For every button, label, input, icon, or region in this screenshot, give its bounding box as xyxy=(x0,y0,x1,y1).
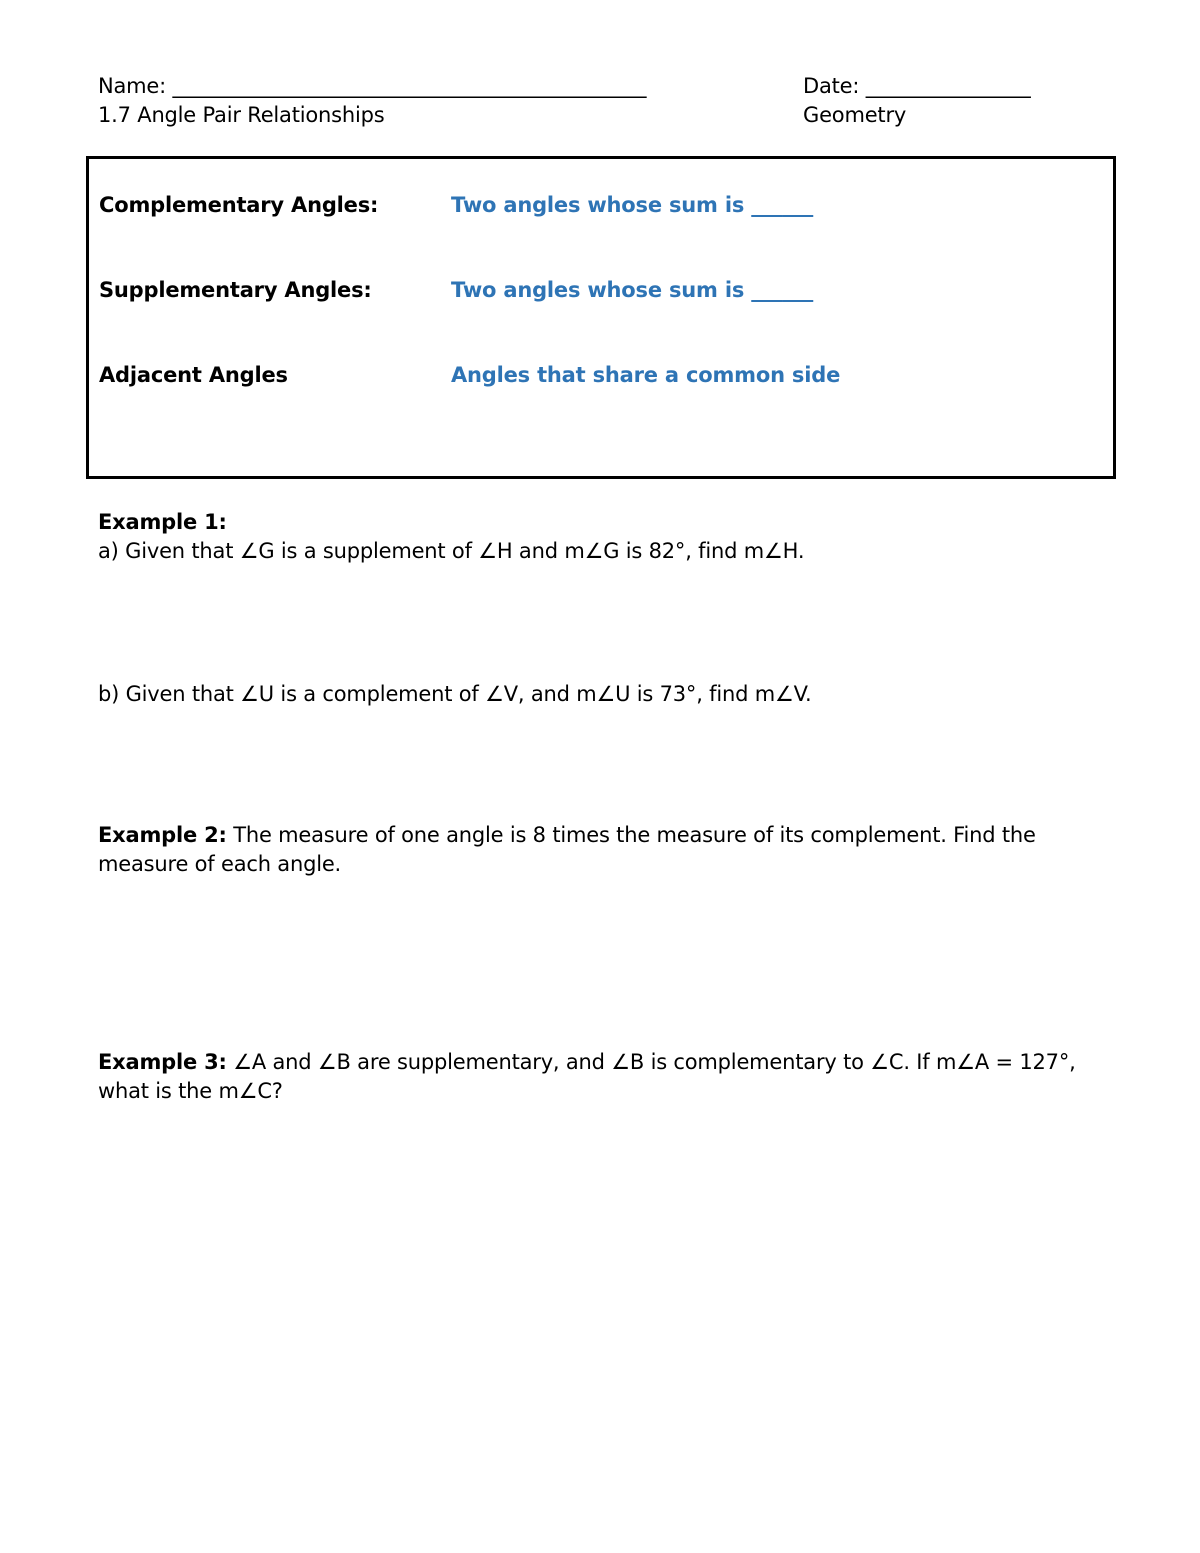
subject-label: Geometry xyxy=(803,103,907,127)
example3-paragraph xyxy=(98,1048,1098,1106)
date-label-text: Date: xyxy=(803,74,860,98)
name-blank[interactable]: ______________________________________________ xyxy=(172,74,647,98)
example3-heading: Example 3: xyxy=(98,1050,227,1074)
example2-paragraph xyxy=(98,821,1098,879)
term-adjacent: Adjacent Angles xyxy=(99,363,288,387)
term-supplementary: Supplementary Angles: xyxy=(99,278,372,302)
date-blank[interactable]: ________________ xyxy=(865,74,1031,98)
example2-text: The measure of one angle is 8 times the measure of its complement. Find the measure of each angle. xyxy=(98,823,1036,876)
example2-heading: Example 2: xyxy=(98,823,227,847)
lesson-title: 1.7 Angle Pair Relationships xyxy=(98,103,385,127)
date-label xyxy=(803,72,1031,100)
definition-supplementary: Two angles whose sum is ______ xyxy=(451,278,814,302)
example1-heading: Example 1: xyxy=(98,510,227,534)
example1-part-b: b) Given that ∠U is a complement of ∠V, and m∠U is 73°, find m∠V. xyxy=(98,682,812,706)
term-complementary: Complementary Angles: xyxy=(99,193,379,217)
definition-complementary: Two angles whose sum is ______ xyxy=(451,193,814,217)
definition-adjacent: Angles that share a common side xyxy=(451,363,841,387)
example1-part-a: a) Given that ∠G is a supplement of ∠H and m∠G is 82°, find m∠H. xyxy=(98,539,805,563)
name-label-text: Name: xyxy=(98,74,167,98)
example3-text: ∠A and ∠B are supplementary, and ∠B is complementary to ∠C. If m∠A = 127°, what is the m∠C? xyxy=(98,1050,1076,1103)
name-label xyxy=(98,72,646,100)
